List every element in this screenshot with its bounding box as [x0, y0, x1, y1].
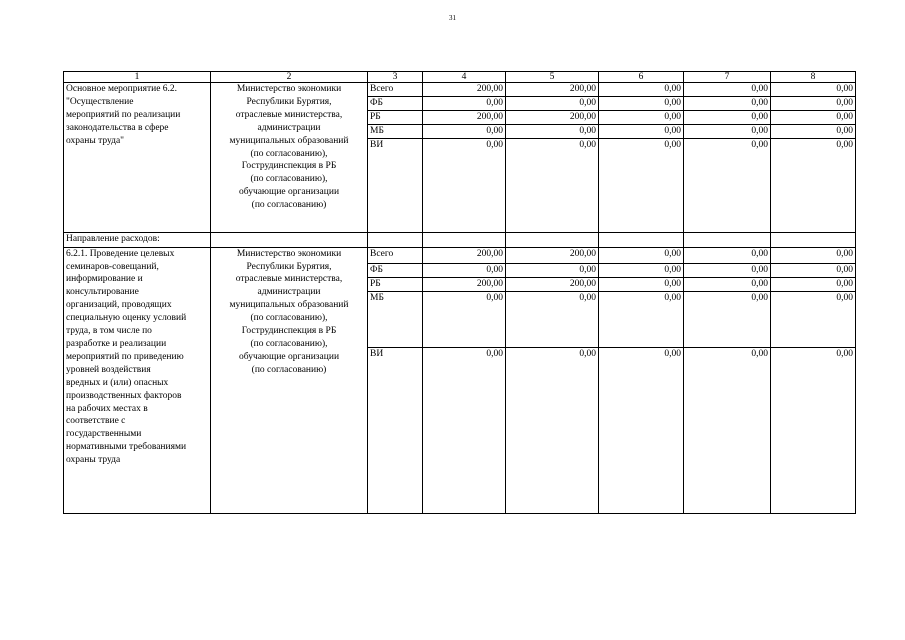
value-cell: 0,00: [506, 96, 599, 110]
value-cell: 0,00: [423, 138, 506, 232]
responsible-organizations: Министерство экономики Республики Бурятия, отраслевые министерства, администрации муниципальных образований (по согласованию), Гострудинспекция в РБ (по согласованию), обучающие организации (по согласованию): [211, 83, 368, 233]
value-cell: 0,00: [684, 263, 771, 277]
value-cell: 200,00: [506, 247, 599, 263]
column-header: 5: [506, 72, 599, 83]
direction-label: Направление расходов:: [64, 232, 211, 247]
page-number: 31: [449, 14, 456, 22]
funding-source: Всего: [368, 247, 423, 263]
activity-description: 6.2.1. Проведение целевых семинаров-совещаний, информирование и консультирование организаций, проводящих специальную оценку условий труда, в том числе по разработке и реализации мероприятий по приведению уровней воздействия вредных и (или) опасных производственных факторов на рабочих местах в соответствие с государственными нормативными требованиями охраны труда: [64, 247, 211, 513]
value-cell: 0,00: [684, 96, 771, 110]
column-header: 4: [423, 72, 506, 83]
column-header: 3: [368, 72, 423, 83]
funding-source: ФБ: [368, 263, 423, 277]
value-cell: 0,00: [771, 277, 856, 291]
column-header: 7: [684, 72, 771, 83]
value-cell: 0,00: [506, 138, 599, 232]
value-cell: 0,00: [423, 96, 506, 110]
funding-source: ВИ: [368, 138, 423, 232]
value-cell: 0,00: [599, 263, 684, 277]
value-cell: 0,00: [599, 124, 684, 138]
value-cell: 0,00: [599, 96, 684, 110]
funding-source: МБ: [368, 291, 423, 347]
table-row: [64, 247, 856, 263]
value-cell: 200,00: [423, 83, 506, 97]
value-cell: 0,00: [684, 347, 771, 513]
column-number-row: [64, 72, 856, 83]
value-cell: 200,00: [506, 277, 599, 291]
funding-source: МБ: [368, 124, 423, 138]
value-cell: 0,00: [599, 347, 684, 513]
value-cell: 0,00: [599, 277, 684, 291]
column-header: 6: [599, 72, 684, 83]
value-cell: 200,00: [506, 83, 599, 97]
column-header: 1: [64, 72, 211, 83]
value-cell: 0,00: [599, 110, 684, 124]
value-cell: 0,00: [771, 347, 856, 513]
value-cell: 0,00: [423, 347, 506, 513]
value-cell: 0,00: [684, 83, 771, 97]
funding-source: ФБ: [368, 96, 423, 110]
value-cell: 0,00: [506, 124, 599, 138]
value-cell: 0,00: [771, 110, 856, 124]
value-cell: 0,00: [506, 263, 599, 277]
value-cell: 0,00: [771, 263, 856, 277]
funding-source: ВИ: [368, 347, 423, 513]
value-cell: 0,00: [684, 138, 771, 232]
value-cell: 0,00: [771, 83, 856, 97]
responsible-organizations: Министерство экономики Республики Бурятия, отраслевые министерства, администрации муниципальных образований (по согласованию), Гострудинспекция в РБ (по согласованию), обучающие организации (по согласованию): [211, 247, 368, 513]
value-cell: 0,00: [684, 247, 771, 263]
activity-description: Основное мероприятие 6.2. "Осуществление мероприятий по реализации законодательства в сфере охраны труда": [64, 83, 211, 233]
value-cell: 0,00: [771, 291, 856, 347]
value-cell: 200,00: [423, 277, 506, 291]
value-cell: 200,00: [423, 247, 506, 263]
funding-source: РБ: [368, 277, 423, 291]
value-cell: 0,00: [771, 124, 856, 138]
budget-table: [63, 71, 856, 514]
value-cell: 0,00: [423, 291, 506, 347]
value-cell: 0,00: [771, 247, 856, 263]
funding-source: Всего: [368, 83, 423, 97]
column-header: 2: [211, 72, 368, 83]
value-cell: 0,00: [684, 110, 771, 124]
value-cell: 0,00: [423, 124, 506, 138]
value-cell: 200,00: [506, 110, 599, 124]
value-cell: 0,00: [599, 291, 684, 347]
value-cell: 0,00: [506, 291, 599, 347]
funding-source: РБ: [368, 110, 423, 124]
value-cell: 0,00: [684, 124, 771, 138]
value-cell: 0,00: [684, 291, 771, 347]
direction-row: [64, 232, 856, 247]
value-cell: 0,00: [599, 83, 684, 97]
value-cell: 0,00: [506, 347, 599, 513]
value-cell: 0,00: [599, 247, 684, 263]
value-cell: 0,00: [599, 138, 684, 232]
value-cell: 0,00: [771, 96, 856, 110]
value-cell: 200,00: [423, 110, 506, 124]
value-cell: 0,00: [684, 277, 771, 291]
value-cell: 0,00: [771, 138, 856, 232]
column-header: 8: [771, 72, 856, 83]
table-row: [64, 83, 856, 97]
value-cell: 0,00: [423, 263, 506, 277]
